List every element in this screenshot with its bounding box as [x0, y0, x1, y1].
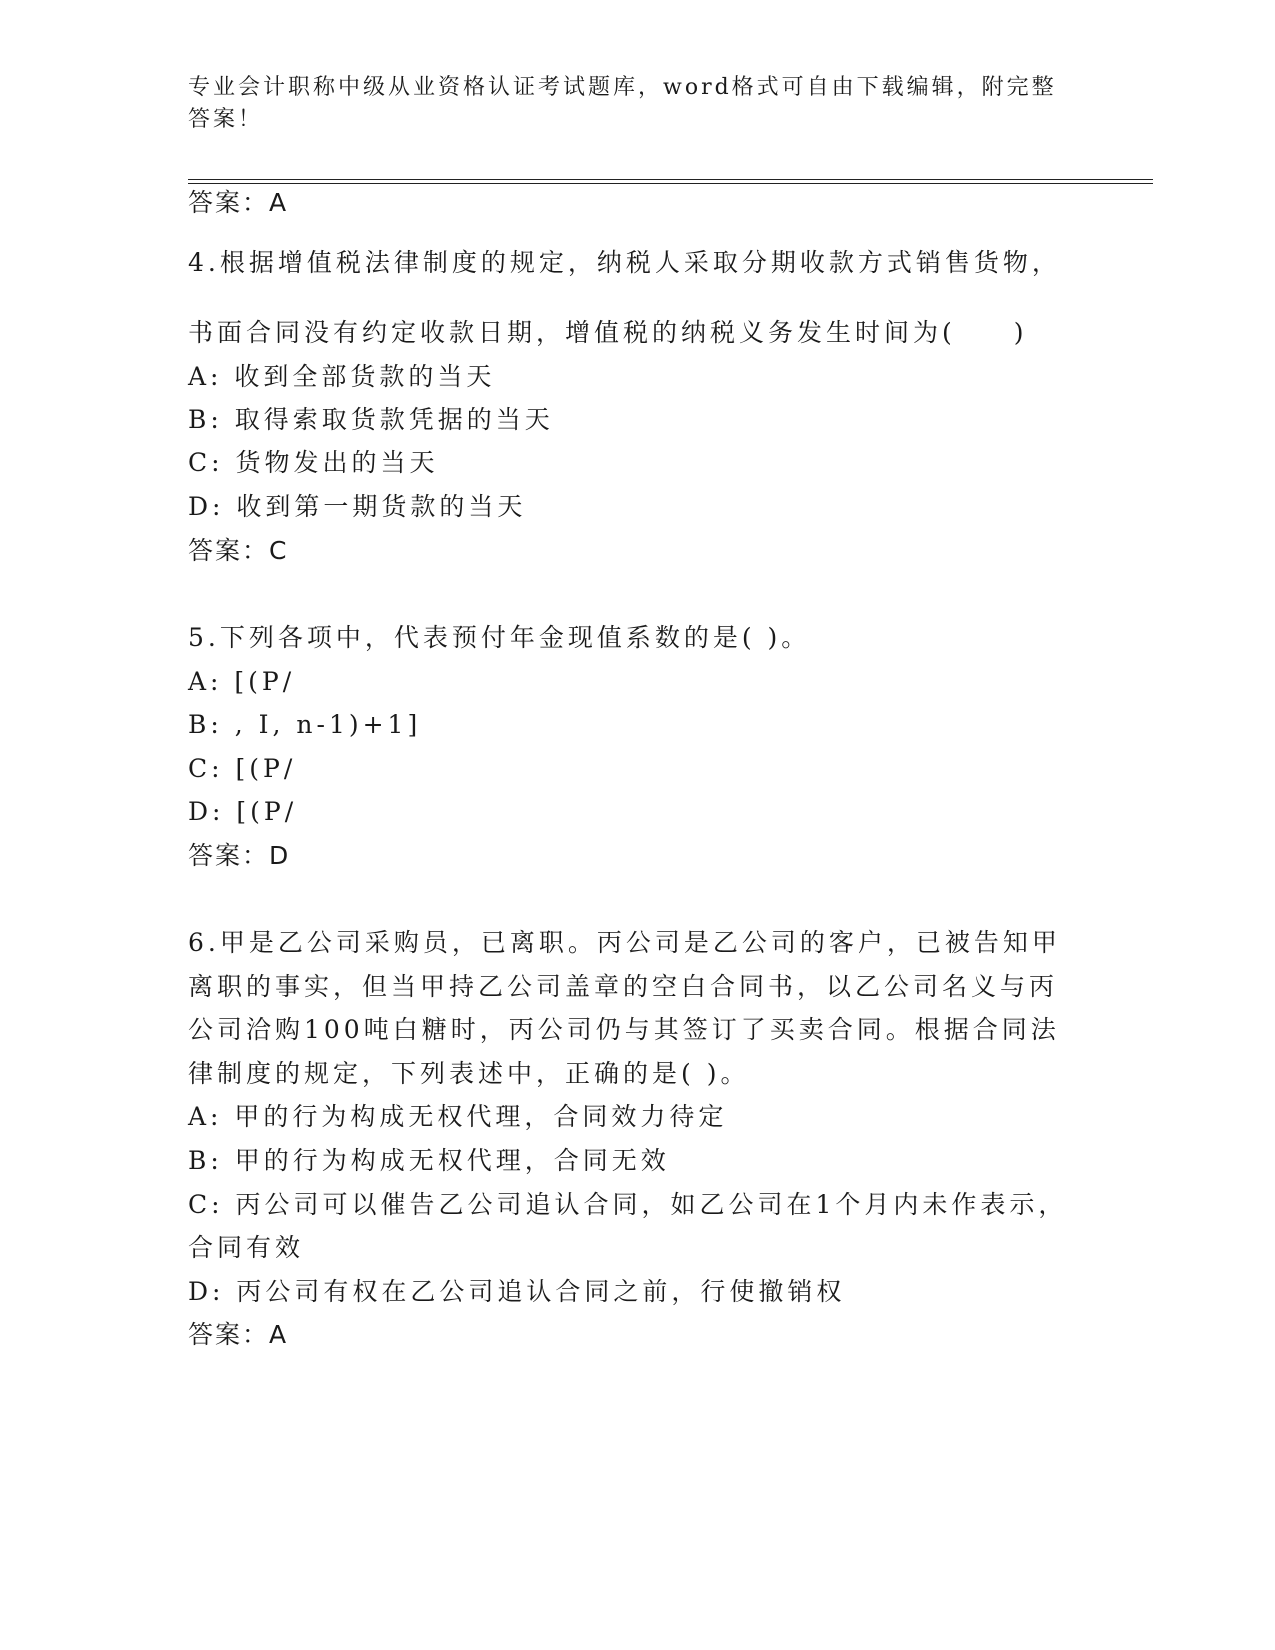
option-c: C: [(P/ — [188, 754, 297, 783]
option-b: B: 取得索取货款凭据的当天 — [188, 405, 554, 434]
option-c: C: 丙公司可以催告乙公司追认合同，如乙公司在1个月内未作表示， — [188, 1190, 1068, 1219]
question-stem: 离职的事实，但当甲持乙公司盖章的空白合同书，以乙公司名义与丙 — [188, 972, 1059, 1001]
option-a: A: 甲的行为构成无权代理，合同效力待定 — [188, 1102, 728, 1131]
question-stem: 书面合同没有约定收款日期，增值税的纳税义务发生时间为( ) — [188, 318, 1028, 347]
document-header: 专业会计职称中级从业资格认证考试题库，word格式可自由下载编辑，附完整答案！ — [188, 75, 1057, 132]
question-stem: 律制度的规定，下列表述中，正确的是( )。 — [188, 1059, 750, 1088]
question-stem: 5.下列各项中，代表预付年金现值系数的是( )。 — [188, 623, 811, 652]
header-divider — [188, 183, 1153, 184]
option-b: B: , I, n-1)+1] — [188, 710, 422, 739]
option-d: D: [(P/ — [188, 797, 298, 826]
answer-line: 答案：A — [188, 188, 289, 217]
option-a: A: [(P/ — [188, 667, 296, 696]
answer-line: 答案：C — [188, 536, 289, 565]
option-d: D: 收到第一期货款的当天 — [188, 492, 527, 521]
option-d: D: 丙公司有权在乙公司追认合同之前，行使撤销权 — [188, 1277, 846, 1306]
option-a: A: 收到全部货款的当天 — [188, 362, 496, 391]
option-c-continued: 合同有效 — [188, 1233, 305, 1262]
option-c: C: 货物发出的当天 — [188, 448, 439, 477]
answer-line: 答案：A — [188, 1320, 289, 1349]
question-stem: 4.根据增值税法律制度的规定，纳税人采取分期收款方式销售货物， — [188, 248, 1061, 277]
question-stem: 6.甲是乙公司采购员，已离职。丙公司是乙公司的客户，已被告知甲 — [188, 928, 1061, 957]
question-stem: 公司洽购100吨白糖时，丙公司仍与其签订了买卖合同。根据合同法 — [188, 1015, 1060, 1044]
header-divider — [188, 179, 1153, 180]
option-b: B: 甲的行为构成无权代理，合同无效 — [188, 1146, 670, 1175]
answer-line: 答案：D — [188, 841, 291, 870]
